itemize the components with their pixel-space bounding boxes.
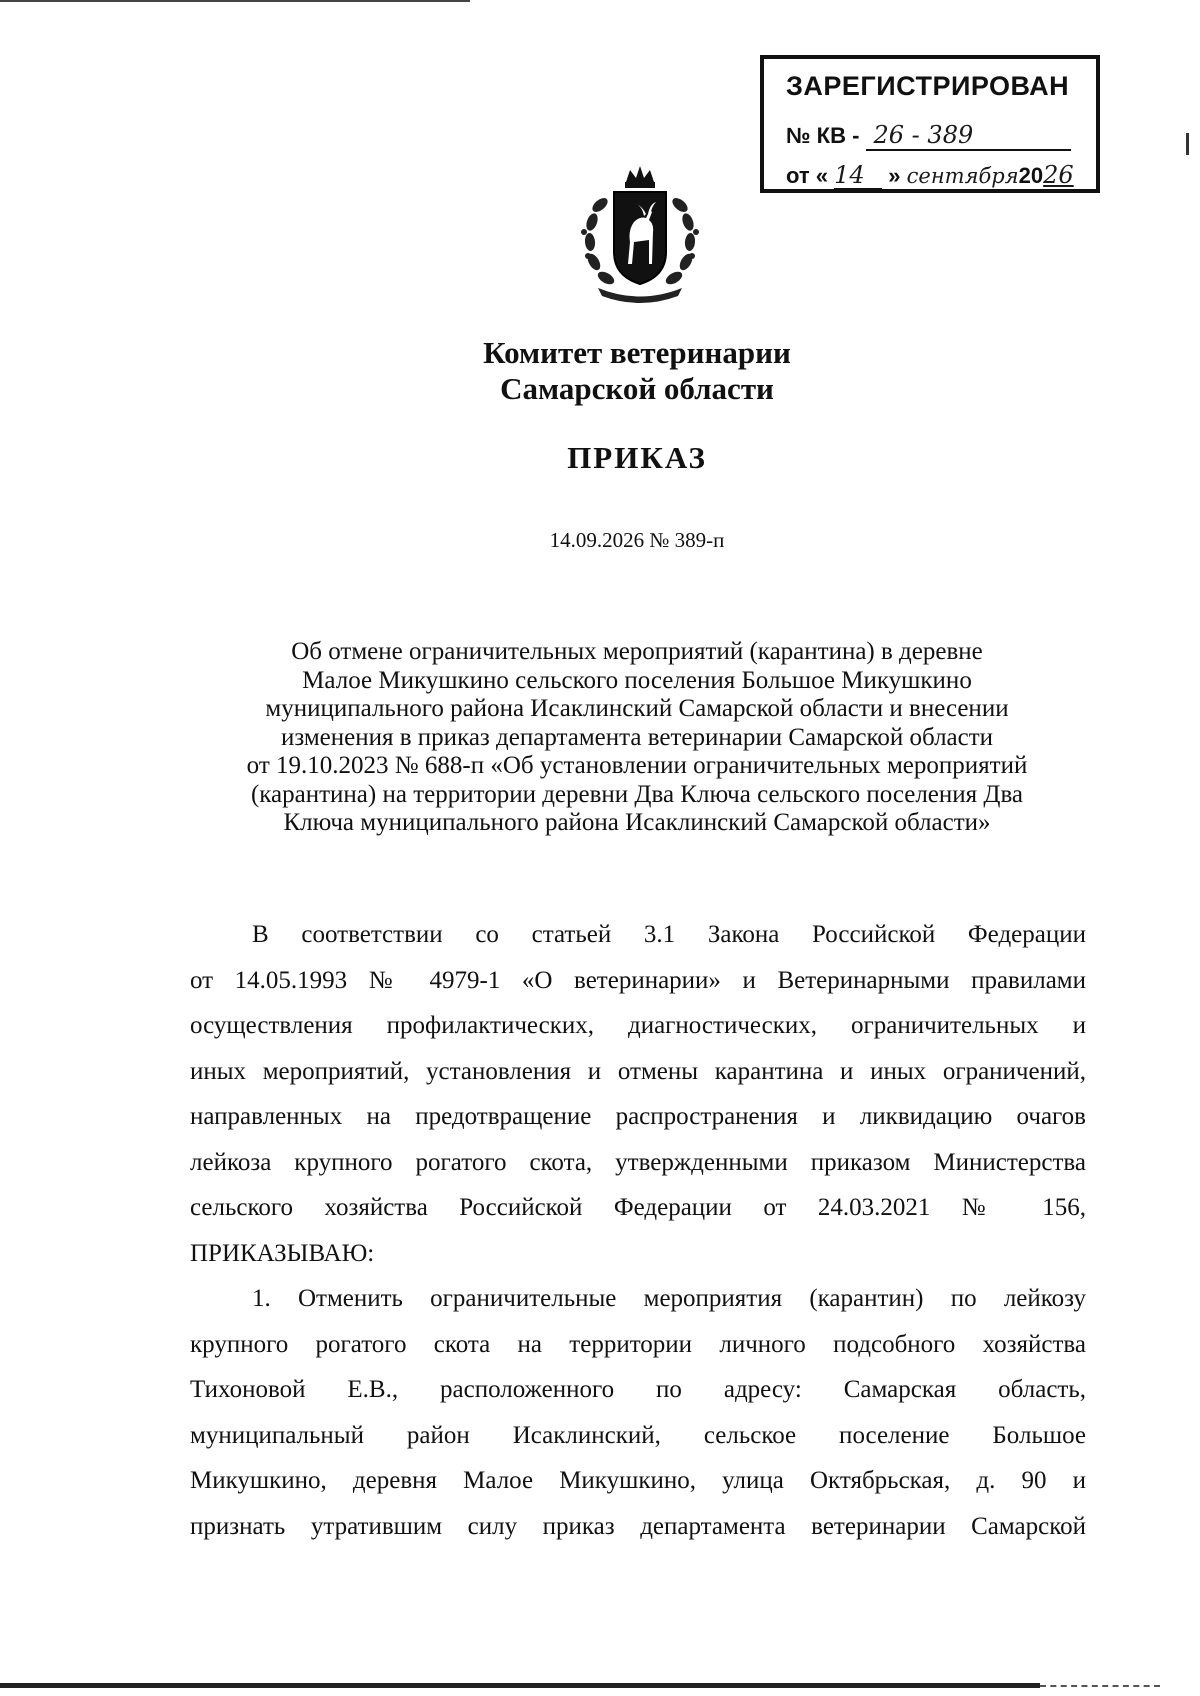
title-line: муниципального района Исаклинский Самарской области и внесении (265, 695, 1009, 722)
title-line: Малое Микушкино сельского поселения Большое Микушкино (302, 666, 972, 694)
stamp-number-prefix: № КВ - (786, 123, 860, 148)
document-type: ПРИКАЗ (567, 440, 707, 475)
body-line: 1. Отменить ограничительные мероприятия (карантин) по лейкозу (252, 1285, 1086, 1312)
registration-stamp (760, 55, 1100, 193)
body-line: сельского хозяйства Российской Федерации от 24.03.2021 № 156, (190, 1194, 1086, 1221)
stamp-number-row (786, 121, 973, 149)
body-line: ПРИКАЗЫВАЮ: (190, 1239, 375, 1267)
stamp-date-month: сентября (906, 164, 1019, 188)
organization-name-line-1: Комитет ветеринарии (483, 335, 791, 370)
organization-name-line-2: Самарской области (500, 371, 774, 406)
body-line: лейкоза крупного рогатого скота, утвержденными приказом Министерства (190, 1148, 1086, 1176)
body-line: осуществления профилактических, диагностических, ограничительных и (190, 1012, 1086, 1039)
stamp-date-prefix: от « (786, 163, 829, 188)
coat-of-arms-icon (570, 160, 710, 305)
body-line: иных мероприятий, установления и отмены карантина и иных ограничений, (190, 1057, 1086, 1085)
title-line: Об отмене ограничительных мероприятий (карантина) в деревне (291, 638, 983, 665)
stamp-title: ЗАРЕГИСТРИРОВАН (786, 71, 1070, 101)
body-line: муниципальный район Исаклинский, сельское поселение Большое (190, 1421, 1086, 1449)
scan-mark-right (1186, 133, 1189, 155)
scan-edge-bottom (0, 1683, 1040, 1688)
body-line: крупного рогатого скота на территории личного подсобного хозяйства (190, 1330, 1086, 1358)
title-line: изменения в приказ департамента ветеринарии Самарской области (280, 723, 994, 751)
document-title (200, 638, 1074, 838)
title-line: от 19.10.2023 № 688-п «Об установлении ограничительных мероприятий (246, 752, 1028, 779)
body-line: Тихоновой Е.В., расположенного по адресу: Самарская область, (190, 1376, 1086, 1403)
scan-edge-bottom-tail (1040, 1685, 1160, 1687)
body-line: В соответствии со статьей 3.1 Закона Российской Федерации (252, 921, 1086, 948)
stamp-month-underline (907, 190, 1019, 192)
body-line: направленных на предотвращение распространения и ликвидацию очагов (190, 1103, 1086, 1130)
document-date-number: 14.09.2026 № 389-п (549, 528, 725, 552)
body-line: от 14.05.1993 № 4979-1 «О ветеринарии» и Ветеринарными правилами (190, 966, 1086, 994)
body-line: Микушкино, деревня Малое Микушкино, улица Октябрьская, д. 90 и (190, 1467, 1086, 1494)
document-body (190, 912, 1086, 1549)
stamp-number-handwritten: 26 - 389 (873, 121, 974, 149)
stamp-day-underline (834, 188, 882, 190)
scan-edge-top (0, 0, 470, 2)
stamp-date-row (786, 161, 1074, 189)
stamp-date-year-printed: 20 (1018, 163, 1044, 188)
stamp-date-year-handwritten: 26 (1043, 161, 1074, 189)
coat-of-arms-emblem (570, 160, 710, 305)
body-line: признать утратившим силу приказ департамента ветеринарии Самарской (190, 1512, 1086, 1540)
title-line: Ключа муниципального района Исаклинский Самарской области» (283, 809, 991, 836)
stamp-number-underline (866, 149, 1071, 151)
stamp-date-sep: » (888, 163, 901, 188)
title-line: (карантина) на территории деревни Два Ключа сельского поселения Два (250, 780, 1024, 808)
stamp-date-day: 14 (834, 161, 865, 189)
